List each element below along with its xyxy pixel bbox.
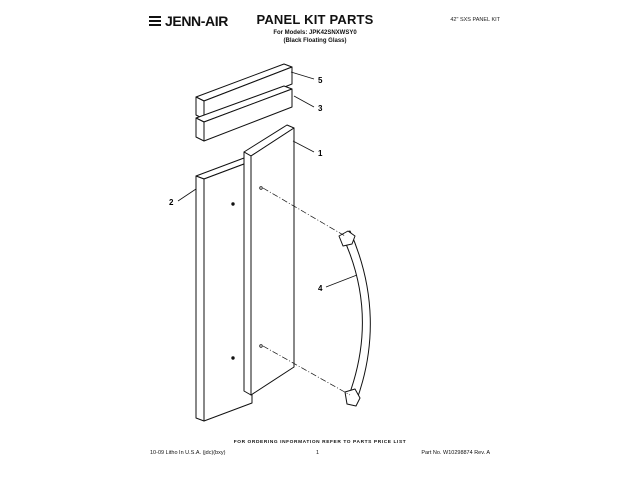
- callout-4: 4: [318, 284, 323, 293]
- part-1-right-panel: [244, 125, 294, 395]
- part-4-handle: [339, 231, 370, 406]
- print-info: 10-09 Litho In U.S.A. (jdc)(bxy): [150, 450, 226, 456]
- page-title: PANEL KIT PARTS: [256, 12, 374, 27]
- callout-2: 2: [169, 198, 174, 207]
- ordering-note: FOR ORDERING INFORMATION REFER TO PARTS PRICE LIST: [233, 440, 407, 445]
- kit-label: 42" SXS PANEL KIT: [450, 17, 500, 23]
- callout-3: 3: [318, 104, 323, 113]
- callout-5: 5: [318, 76, 323, 85]
- models-line: For Models: JPK42SNXWSY0: [273, 30, 357, 36]
- callout-1: 1: [318, 149, 323, 158]
- page-number: 1: [316, 450, 320, 456]
- part-number: Part No. W10298874 Rev. A: [421, 450, 490, 456]
- variant-line: (Black Floating Glass): [283, 38, 347, 44]
- brand-name: JENN-AIR: [165, 13, 228, 29]
